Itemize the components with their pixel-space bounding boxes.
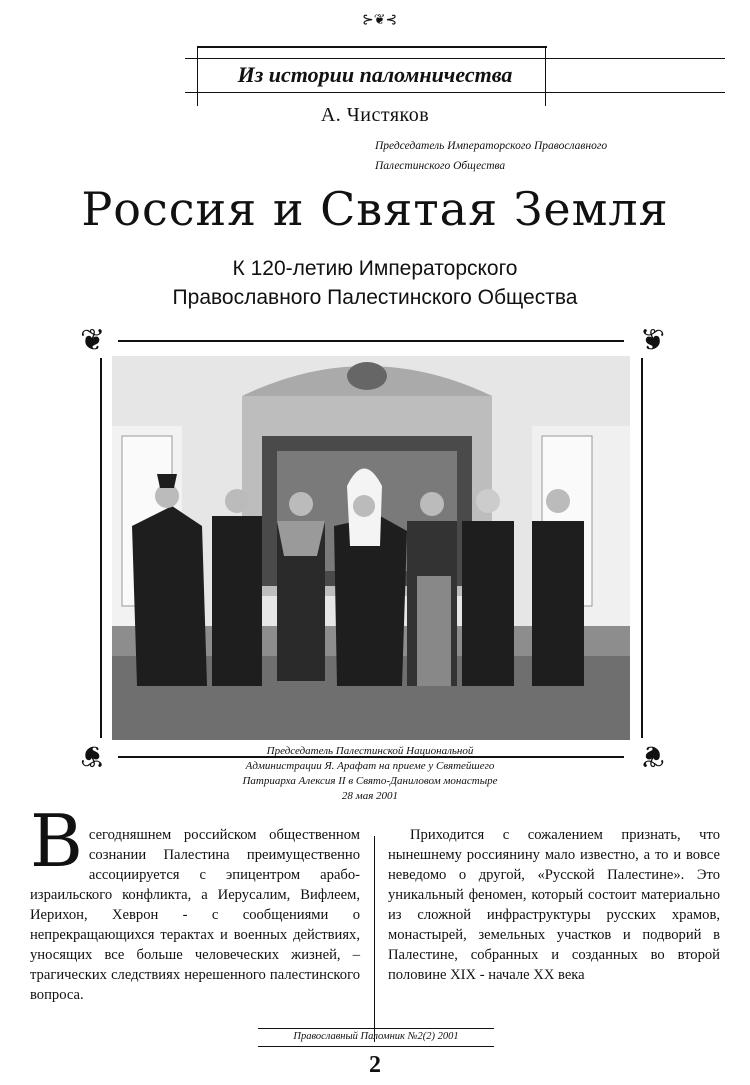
rubric-mid-rule bbox=[185, 58, 725, 59]
footer-top-rule bbox=[258, 1028, 494, 1029]
corner-ornament-icon: ❦ bbox=[640, 324, 666, 357]
caption-line: 28 мая 2001 bbox=[341, 790, 399, 802]
body-text-left: сегодняшнем российском общественном сознании Палестина преимущественно ассоциируется с эпицентром арабо-израильского конфликта, а Иерусалим, Вифлеем, Иерихон, Хеврон - с сообщениями о непрекращающихся терактах и военных действиях, уносящих все больше человеческих жизней, – трагических следствиях нерешенного палестинского вопроса. bbox=[30, 827, 360, 1003]
group-photo bbox=[112, 356, 630, 740]
corner-ornament-icon: ❦ bbox=[640, 739, 666, 772]
article-subtitle bbox=[0, 254, 750, 312]
drop-cap: В bbox=[30, 799, 83, 883]
top-ornament: ⊱❦⊰ bbox=[362, 13, 398, 28]
body-column-right bbox=[388, 825, 720, 985]
caption-line: Председатель Палестинской Национальной bbox=[266, 745, 474, 757]
journal-footer: Православный Паломник №2(2) 2001 bbox=[293, 1031, 459, 1042]
subtitle-line: Православного Палестинского Общества bbox=[172, 286, 578, 309]
rubric-top-rule bbox=[197, 46, 547, 48]
column-divider bbox=[374, 836, 375, 1042]
author-role bbox=[375, 136, 655, 176]
page-number: 2 bbox=[369, 1052, 381, 1078]
group-photo-image bbox=[112, 356, 630, 740]
frame-top-rule bbox=[118, 340, 624, 342]
frame-right-rule bbox=[641, 358, 643, 738]
subtitle-line: К 120-летию Императорского bbox=[232, 257, 518, 280]
author-name: А. Чистяков bbox=[320, 104, 430, 126]
rubric-bottom-rule bbox=[185, 92, 725, 93]
footer-bottom-rule bbox=[258, 1046, 494, 1047]
author-role-line: Палестинского Общества bbox=[375, 160, 506, 172]
corner-ornament-icon: ❦ bbox=[80, 739, 106, 772]
rubric-right-rule bbox=[545, 46, 546, 106]
caption-line: Администрации Я. Арафат на приеме у Святейшего bbox=[245, 760, 495, 772]
rubric-left-rule bbox=[197, 46, 198, 106]
body-text-right: Приходится с сожалением признать, что нынешнему россиянину мало известно, а то и вовсе неведомо о другой, «Русской Палестине». Это уникальный феномен, который состоит материально из сложной инфраструктуры русских храмов, монастырей, земельных участков и подворий в Палестине, собранных и созданных во второй половине XIX - начале XX века bbox=[388, 827, 720, 983]
photo-caption bbox=[190, 744, 550, 804]
body-column-left bbox=[30, 799, 360, 1005]
caption-line: Патриарха Алексия II в Свято-Даниловом монастыре bbox=[242, 775, 498, 787]
section-rubric: Из истории паломничества bbox=[210, 62, 540, 88]
article-title: Россия и Святая Земля bbox=[81, 182, 669, 236]
corner-ornament-icon: ❦ bbox=[80, 324, 106, 357]
author-role-line: Председатель Императорского Православного bbox=[375, 140, 608, 152]
frame-left-rule bbox=[100, 358, 102, 738]
